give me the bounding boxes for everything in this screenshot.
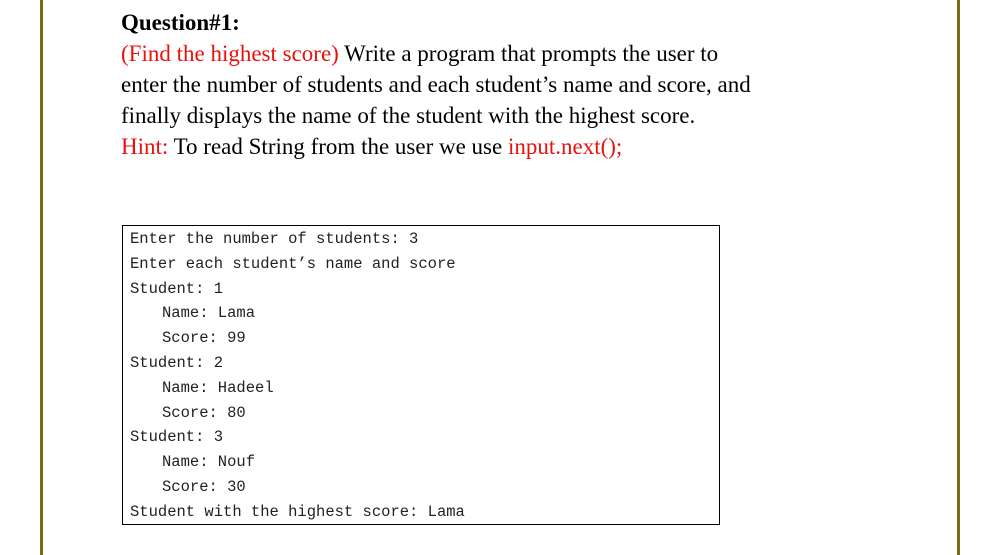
console-line: Name: Nouf xyxy=(162,453,256,472)
console-line: Score: 80 xyxy=(162,403,246,422)
question-title: Question#1: xyxy=(121,10,240,35)
question-text xyxy=(121,38,941,69)
console-line: Student: 1 xyxy=(130,279,224,298)
question-block xyxy=(121,8,941,162)
question-text-part1: Write a program that prompts the user to xyxy=(338,41,719,66)
console-line: Student: 3 xyxy=(130,428,224,447)
console-line: Enter each student’s name and score xyxy=(130,254,456,273)
console-line: Student: 2 xyxy=(130,353,224,372)
sample-output-console xyxy=(122,225,720,525)
page-border-left xyxy=(40,0,43,555)
hint-line xyxy=(121,131,941,162)
console-line: Student with the highest score: Lama xyxy=(130,502,465,521)
console-line: Score: 99 xyxy=(162,329,246,348)
question-topic: (Find the highest score) xyxy=(121,41,339,66)
console-line: Name: Lama xyxy=(162,304,256,323)
hint-code: input.next(); xyxy=(507,134,623,159)
console-line: Score: 30 xyxy=(162,477,246,496)
question-text-line3: finally displays the name of the student with the highest score. xyxy=(121,103,696,128)
hint-text: To read String from the user we use xyxy=(168,134,508,159)
console-line: Name: Hadeel xyxy=(162,378,274,397)
hint-label: Hint: xyxy=(121,134,169,159)
console-line: Enter the number of students: 3 xyxy=(130,230,419,248)
question-text-line2: enter the number of students and each student’s name and score, and xyxy=(121,72,751,97)
page-border-right xyxy=(957,0,960,555)
